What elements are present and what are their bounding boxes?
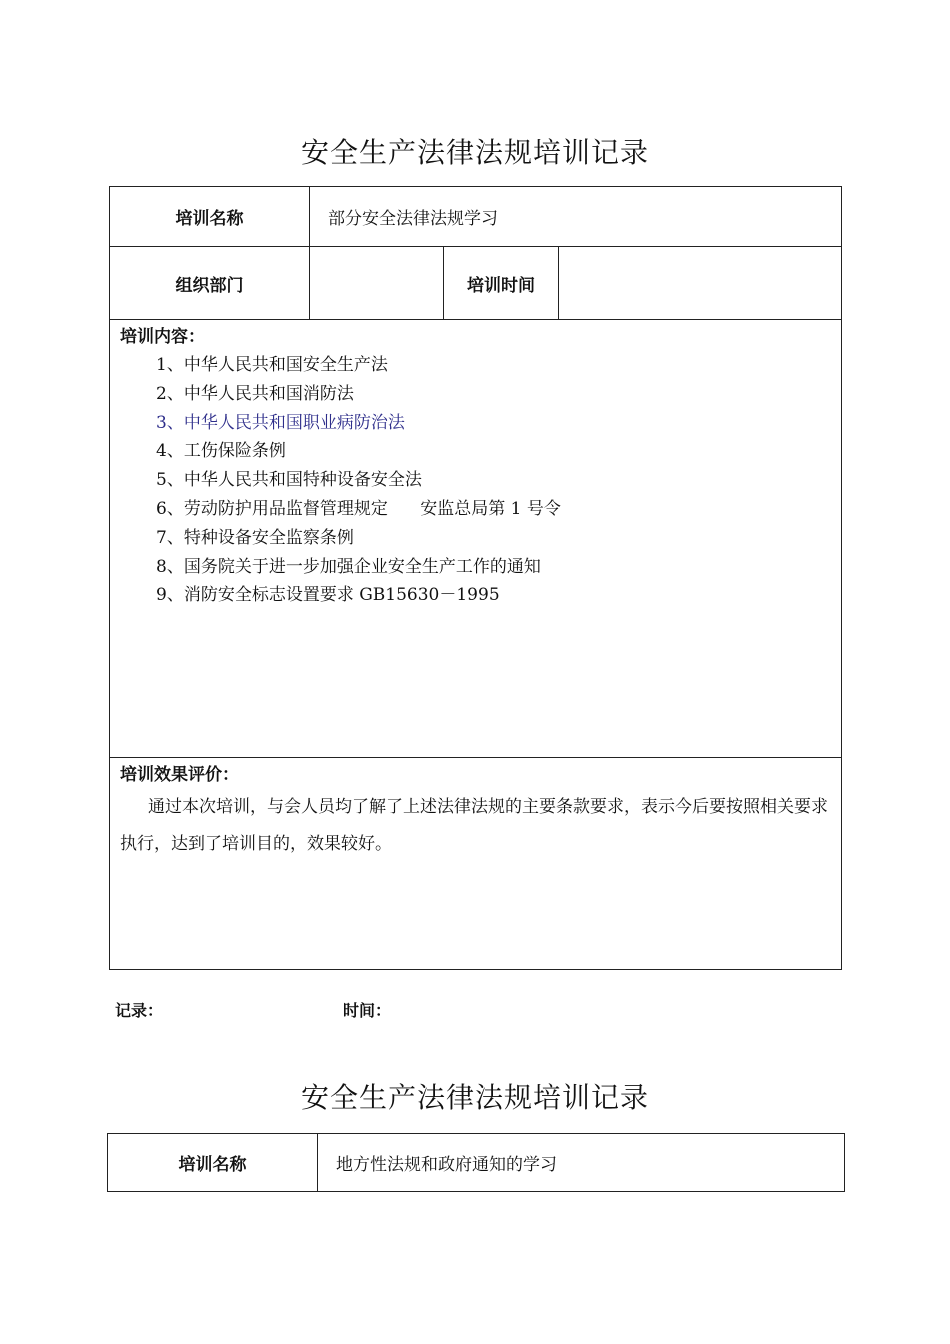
date-label: 时间： — [343, 1001, 392, 1020]
list-item: 5、中华人民共和国特种设备安全法 — [156, 470, 422, 491]
list-item: 8、国务院关于进一步加强企业安全生产工作的通知 — [156, 556, 541, 577]
training-content-list — [120, 351, 841, 610]
training-content-cell — [110, 320, 842, 758]
training-time-value — [559, 247, 842, 320]
list-item: 7、特种设备安全监察条例 — [156, 527, 354, 548]
training-name-label: 培训名称 — [108, 1134, 318, 1192]
training-name-value: 地方性法规和政府通知的学习 — [318, 1134, 845, 1192]
record-1-title: 安全生产法律法规培训记录 — [300, 136, 649, 169]
training-name-label: 培训名称 — [110, 187, 310, 247]
department-label: 组织部门 — [110, 247, 310, 320]
list-item: 4、工伤保险条例 — [156, 441, 286, 462]
list-item: 1、中华人民共和国安全生产法 — [156, 355, 388, 375]
list-item: 3、中华人民共和国职业病防治法 — [156, 412, 405, 433]
list-item: 6、劳动防护用品监督管理规定 安监总局第 1 号令 — [156, 498, 561, 519]
department-value — [310, 247, 444, 320]
record-2-table — [107, 1133, 845, 1192]
record-2-title: 安全生产法律法规培训记录 — [300, 1081, 649, 1114]
evaluation-label: 培训效果评价： — [120, 765, 239, 785]
evaluation-text: 通过本次培训，与会人员均了解了上述法律法规的主要条款要求，表示今后要按照相关要求执行，达到了培训目的，效果较好。 — [120, 797, 828, 854]
list-item: 2、中华人民共和国消防法 — [156, 383, 354, 404]
record-1-table — [109, 186, 842, 970]
evaluation-cell — [110, 758, 842, 970]
recorder-label: 记录： — [115, 1001, 164, 1020]
training-name-value: 部分安全法律法规学习 — [310, 187, 842, 247]
list-item: 9、消防安全标志设置要求 GB15630－1995 — [156, 585, 500, 606]
training-content-label: 培训内容： — [120, 327, 205, 347]
training-time-label: 培训时间 — [444, 247, 559, 320]
